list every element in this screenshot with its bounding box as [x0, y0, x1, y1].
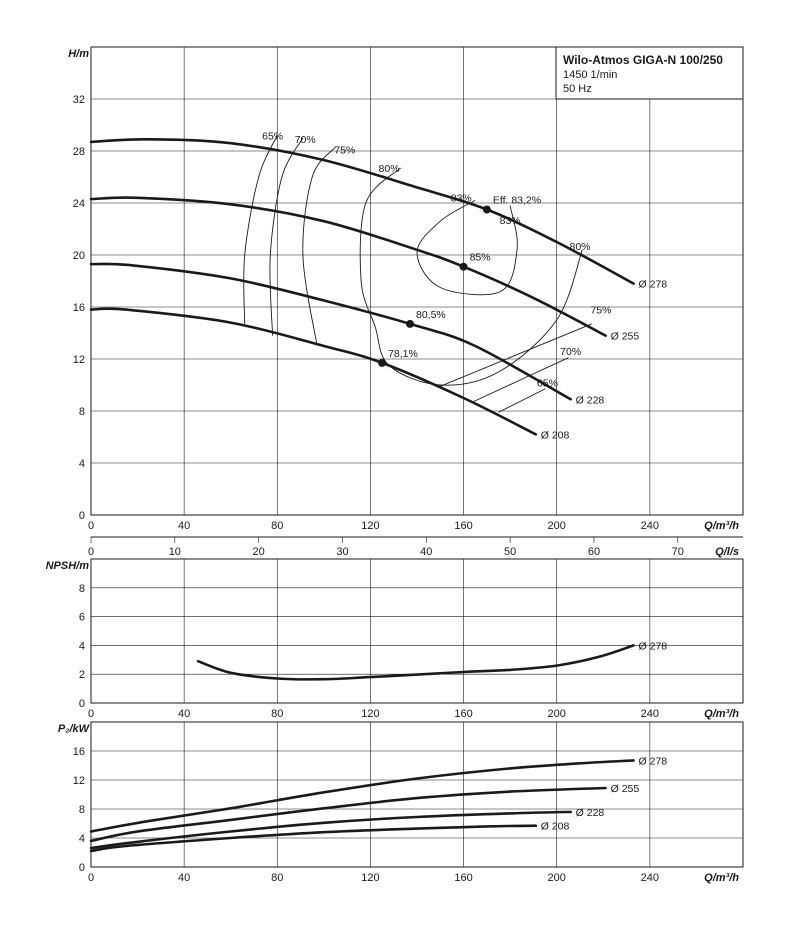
- x-tick-label: 80: [271, 520, 284, 532]
- y-tick-label: 8: [78, 406, 85, 418]
- x-tick-label: 240: [640, 520, 660, 532]
- series-line-228: [91, 264, 571, 399]
- y-tick-label: 8: [78, 582, 85, 595]
- efficiency-label: 70%: [560, 346, 582, 359]
- series-label-278: Ø 278: [638, 278, 668, 291]
- x-tick-label: 40: [178, 872, 191, 884]
- y-axis-label: P₂/kW: [57, 723, 89, 735]
- operating-point: [460, 263, 468, 271]
- efficiency-contour-75: [303, 147, 336, 345]
- series-label-228: Ø 228: [575, 394, 605, 407]
- x-tick-label: 200: [547, 708, 566, 720]
- efficiency-label: 75%: [334, 144, 356, 157]
- y-tick-label: 12: [72, 775, 85, 787]
- y-tick-label: 16: [72, 746, 85, 758]
- series-label-228: Ø 228: [575, 806, 605, 819]
- y-tick-label: 0: [78, 698, 85, 710]
- y-tick-label: 32: [72, 94, 85, 106]
- y-tick-label: 16: [72, 302, 85, 314]
- efficiency-label: 65%: [536, 377, 558, 390]
- x-tick-label: 0: [87, 520, 95, 532]
- frequency-label: 50 Hz: [563, 83, 592, 95]
- y-axis-label: H/m: [68, 48, 89, 60]
- secondary-x-tick-label: 10: [168, 546, 181, 558]
- x-tick-label: 80: [271, 708, 284, 720]
- title-box: [556, 47, 743, 99]
- y-tick-label: 20: [72, 250, 85, 262]
- series-label-255: Ø 255: [610, 330, 640, 343]
- y-tick-label: 4: [78, 833, 85, 845]
- efficiency-label: 80%: [378, 162, 400, 175]
- efficiency-label: 80%: [569, 240, 591, 253]
- y-tick-label: 8: [78, 804, 85, 816]
- secondary-x-tick-label: 30: [336, 546, 349, 558]
- x-tick-label: 160: [454, 708, 473, 720]
- series-label-208: Ø 208: [540, 820, 570, 833]
- x-tick-label: 40: [178, 520, 191, 532]
- x-tick-label: 200: [547, 872, 566, 884]
- series-line-278: [91, 139, 634, 283]
- efficiency-contour-65: [499, 389, 546, 412]
- operating-point-label: 85%: [469, 251, 491, 264]
- operating-point: [483, 206, 491, 214]
- y-tick-label: 6: [78, 611, 85, 624]
- y-tick-label: 0: [78, 862, 85, 874]
- head-chart-panel: [68, 47, 743, 558]
- x-tick-label: 200: [547, 520, 566, 532]
- speed-label: 1450 1/min: [563, 69, 618, 81]
- secondary-x-tick-label: 60: [587, 546, 601, 558]
- chart-title: Wilo-Atmos GIGA-N 100/250: [563, 53, 723, 67]
- series-label-278: Ø 278: [638, 755, 668, 768]
- x-tick-label: 160: [454, 872, 473, 884]
- power-chart-panel: [58, 722, 743, 884]
- series-label-278: Ø 278: [638, 640, 668, 653]
- secondary-x-tick-label: 70: [671, 546, 684, 558]
- x-tick-label: 240: [640, 708, 660, 720]
- secondary-x-tick-label: 40: [420, 546, 433, 558]
- operating-point: [406, 320, 414, 328]
- efficiency-label: 83%: [450, 192, 472, 205]
- x-tick-label: 40: [178, 708, 191, 720]
- y-tick-label: 0: [78, 510, 85, 522]
- y-tick-label: 4: [78, 640, 85, 653]
- x-axis-label: Q/m³/h: [704, 872, 739, 884]
- efficiency-label: 83%: [499, 214, 521, 227]
- y-tick-label: 28: [72, 146, 85, 158]
- efficiency-label: 75%: [590, 304, 612, 317]
- operating-point-label: Eff. 83,2%: [492, 194, 542, 207]
- series-line-255: [91, 788, 606, 841]
- operating-point-label: 78,1%: [388, 347, 418, 360]
- x-axis-label: Q/m³/h: [704, 520, 739, 532]
- secondary-x-tick-label: 50: [504, 546, 517, 558]
- series-label-255: Ø 255: [610, 782, 640, 795]
- plot-frame: [91, 722, 743, 867]
- x-tick-label: 120: [361, 520, 380, 532]
- efficiency-label: 70%: [294, 134, 316, 147]
- y-axis-label: NPSH/m: [45, 560, 89, 572]
- x-tick-label: 80: [271, 872, 284, 884]
- x-tick-label: 0: [87, 872, 95, 884]
- y-tick-label: 12: [72, 354, 85, 366]
- series-label-208: Ø 208: [540, 429, 570, 442]
- y-tick-label: 4: [78, 458, 85, 470]
- operating-point-label: 80,5%: [416, 308, 446, 321]
- efficiency-contour-70: [270, 138, 303, 336]
- plot-frame: [91, 559, 743, 703]
- npsh-chart-panel: [46, 559, 743, 720]
- y-tick-label: 2: [78, 669, 85, 682]
- y-tick-label: 24: [72, 198, 85, 210]
- secondary-x-axis-label: Q/l/s: [715, 546, 739, 558]
- efficiency-label: 65%: [262, 130, 284, 143]
- x-axis-label: Q/m³/h: [704, 708, 739, 720]
- secondary-x-tick-label: 0: [87, 546, 95, 558]
- x-tick-label: 160: [454, 520, 473, 532]
- x-tick-label: 120: [361, 872, 380, 884]
- secondary-x-tick-label: 20: [252, 546, 265, 558]
- x-tick-label: 120: [361, 708, 380, 720]
- x-tick-label: 0: [87, 708, 95, 720]
- operating-point: [378, 359, 386, 367]
- x-tick-label: 240: [640, 872, 660, 884]
